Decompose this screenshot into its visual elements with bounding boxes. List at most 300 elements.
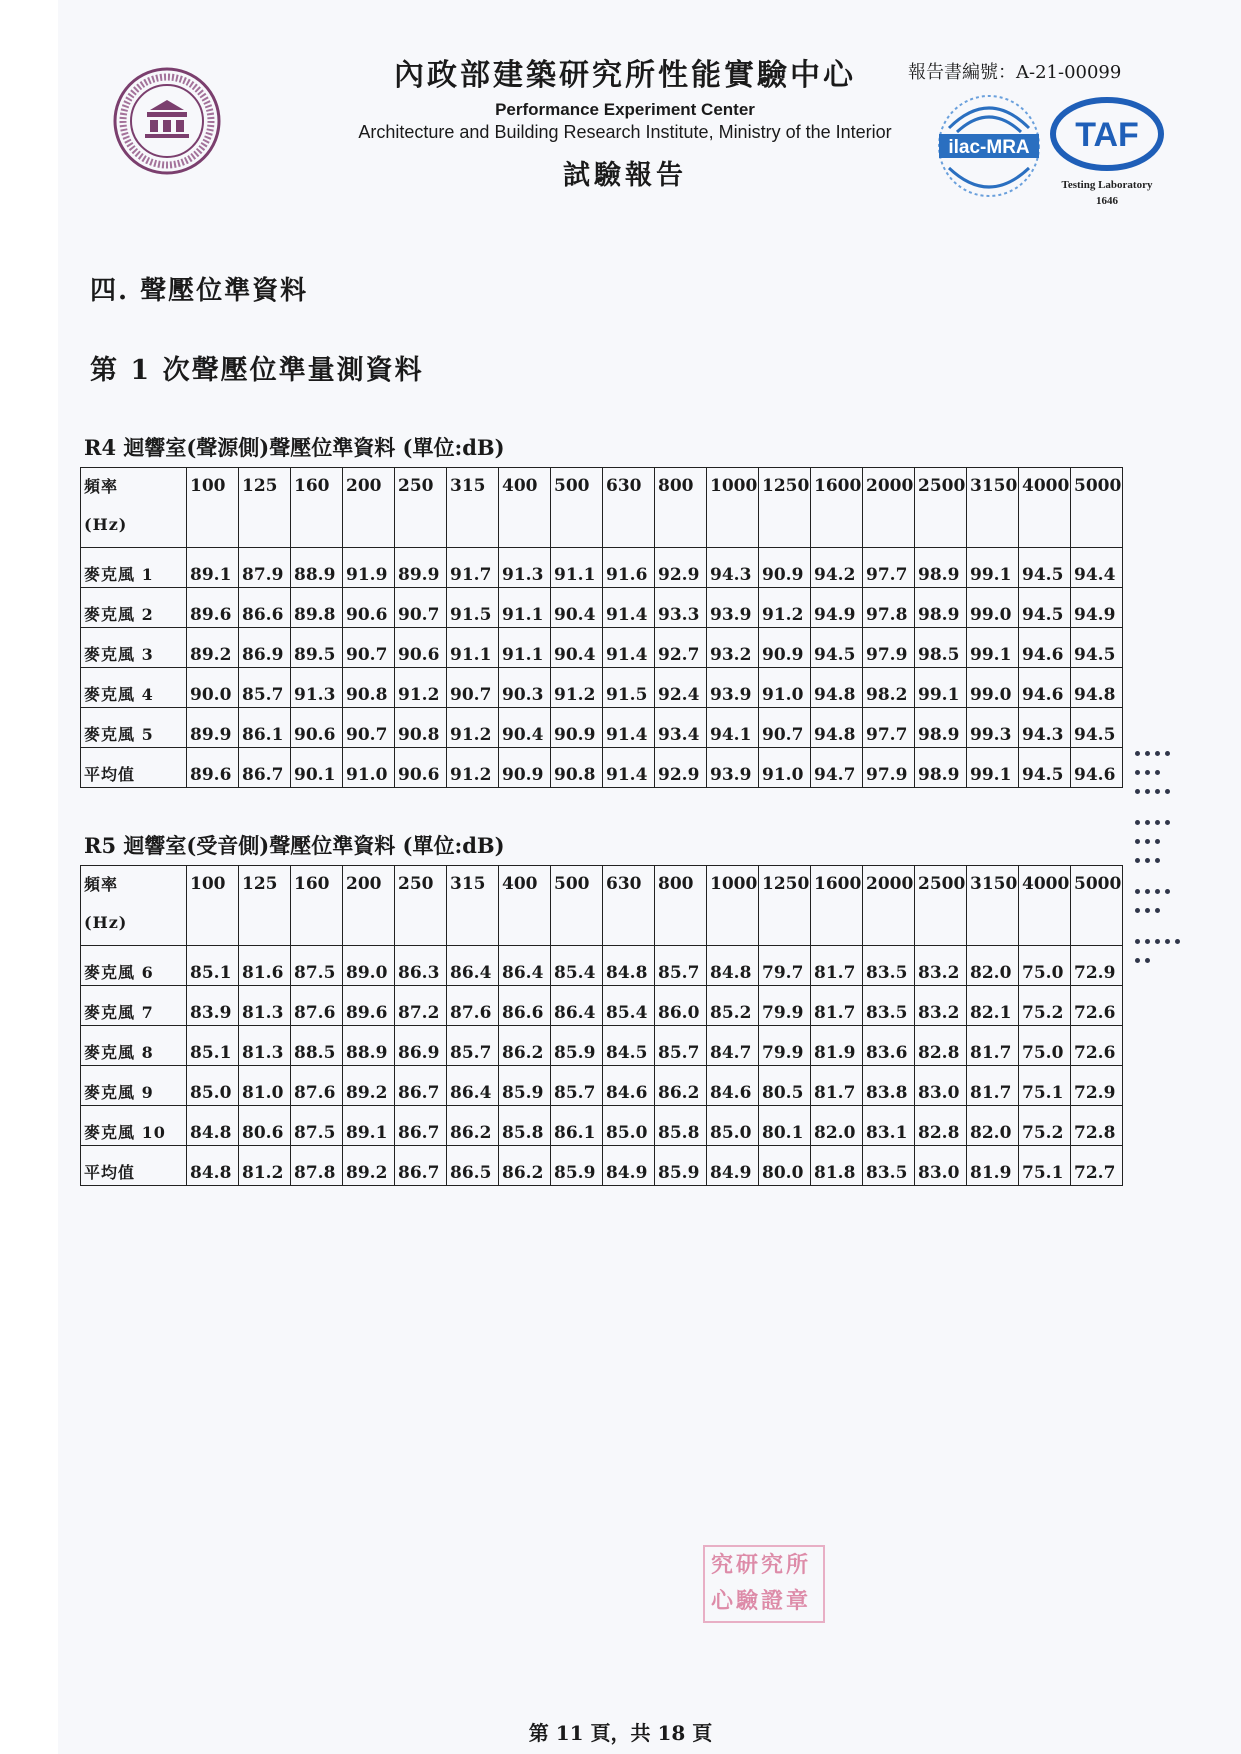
value-cell: 98.9 — [915, 548, 967, 588]
value-cell: 89.2 — [343, 1146, 395, 1186]
value-cell: 90.6 — [291, 708, 343, 748]
value-cell: 91.1 — [499, 628, 551, 668]
value-cell: 83.0 — [915, 1066, 967, 1106]
value-cell: 86.0 — [655, 986, 707, 1026]
value-cell: 94.6 — [1019, 668, 1071, 708]
frequency-header-cell: 315 — [447, 468, 499, 548]
value-cell: 91.1 — [499, 588, 551, 628]
value-cell: 85.8 — [499, 1106, 551, 1146]
value-cell: 86.3 — [395, 946, 447, 986]
value-cell: 84.5 — [603, 1026, 655, 1066]
value-cell: 87.6 — [447, 986, 499, 1026]
value-cell: 94.9 — [1071, 588, 1123, 628]
value-cell: 86.7 — [395, 1106, 447, 1146]
value-cell: 85.0 — [603, 1106, 655, 1146]
value-cell: 85.7 — [655, 1026, 707, 1066]
value-cell: 82.0 — [967, 1106, 1019, 1146]
value-cell: 87.6 — [291, 986, 343, 1026]
value-cell: 86.4 — [447, 1066, 499, 1106]
frequency-header-cell: 1600 — [811, 468, 863, 548]
value-cell: 99.0 — [967, 668, 1019, 708]
frequency-header-cell: 4000 — [1019, 468, 1071, 548]
value-cell: 85.0 — [707, 1106, 759, 1146]
value-cell: 82.0 — [811, 1106, 863, 1146]
value-cell: 84.6 — [707, 1066, 759, 1106]
frequency-header-cell: 630 — [603, 468, 655, 548]
value-cell: 85.4 — [603, 986, 655, 1026]
frequency-header-cell: 100 — [187, 866, 239, 946]
value-cell: 91.3 — [499, 548, 551, 588]
value-cell: 89.8 — [291, 588, 343, 628]
report-header — [320, 50, 930, 192]
value-cell: 88.9 — [291, 548, 343, 588]
value-cell: 88.5 — [291, 1026, 343, 1066]
value-cell: 90.7 — [343, 708, 395, 748]
value-cell: 89.6 — [343, 986, 395, 1026]
value-cell: 91.6 — [603, 548, 655, 588]
frequency-label: 頻率 — [84, 875, 119, 894]
value-cell: 79.9 — [759, 986, 811, 1026]
value-cell: 86.2 — [447, 1106, 499, 1146]
value-cell: 86.9 — [395, 1026, 447, 1066]
value-cell: 94.8 — [811, 668, 863, 708]
value-cell: 94.7 — [811, 748, 863, 788]
value-cell: 85.9 — [551, 1146, 603, 1186]
value-cell: 86.1 — [551, 1106, 603, 1146]
value-cell: 87.5 — [291, 1106, 343, 1146]
value-cell: 86.4 — [499, 946, 551, 986]
value-cell: 91.4 — [603, 588, 655, 628]
value-cell: 86.4 — [551, 986, 603, 1026]
value-cell: 83.5 — [863, 946, 915, 986]
value-cell: 94.8 — [1071, 668, 1123, 708]
value-cell: 99.1 — [967, 628, 1019, 668]
frequency-unit: (Hz) — [84, 515, 128, 534]
frequency-header-cell: 2000 — [863, 468, 915, 548]
value-cell: 90.1 — [291, 748, 343, 788]
value-cell: 97.7 — [863, 708, 915, 748]
value-cell: 81.8 — [811, 1146, 863, 1186]
value-cell: 84.8 — [187, 1106, 239, 1146]
value-cell: 72.6 — [1071, 1026, 1123, 1066]
value-cell: 89.2 — [343, 1066, 395, 1106]
value-cell: 91.4 — [603, 708, 655, 748]
value-cell: 82.1 — [967, 986, 1019, 1026]
value-cell: 89.9 — [395, 548, 447, 588]
value-cell: 80.6 — [239, 1106, 291, 1146]
value-cell: 98.9 — [915, 708, 967, 748]
value-cell: 86.5 — [447, 1146, 499, 1186]
frequency-header-cell: 3150 — [967, 468, 1019, 548]
frequency-header-cell: 315 — [447, 866, 499, 946]
value-cell: 84.7 — [707, 1026, 759, 1066]
section-title: 四. 聲壓位準資料 — [90, 276, 309, 306]
value-cell: 86.7 — [239, 748, 291, 788]
frequency-header-cell: 100 — [187, 468, 239, 548]
value-cell: 91.9 — [343, 548, 395, 588]
binding-perforation-marks — [1135, 748, 1215, 986]
value-cell: 81.0 — [239, 1066, 291, 1106]
value-cell: 75.2 — [1019, 986, 1071, 1026]
sub-title: 第 1 次聲壓位準量測資料 — [90, 355, 424, 386]
value-cell: 93.3 — [655, 588, 707, 628]
table-row — [81, 748, 1123, 788]
value-cell: 82.8 — [915, 1106, 967, 1146]
table-row — [81, 1106, 1123, 1146]
value-cell: 98.5 — [915, 628, 967, 668]
frequency-header-cell: 4000 — [1019, 866, 1071, 946]
value-cell: 90.3 — [499, 668, 551, 708]
value-cell: 87.8 — [291, 1146, 343, 1186]
value-cell: 87.6 — [291, 1066, 343, 1106]
value-cell: 91.4 — [603, 628, 655, 668]
frequency-header-cell: 500 — [551, 468, 603, 548]
value-cell: 99.0 — [967, 588, 1019, 628]
frequency-header-cell: 5000 — [1071, 468, 1123, 548]
value-cell: 89.2 — [187, 628, 239, 668]
frequency-header-cell: 160 — [291, 866, 343, 946]
value-cell: 97.8 — [863, 588, 915, 628]
table-row — [81, 986, 1123, 1026]
r4-table-caption: R4 迴響室(聲源側)聲壓位準資料 (單位:dB) — [84, 435, 505, 460]
value-cell: 99.3 — [967, 708, 1019, 748]
taf-caption-line1: Testing Laboratory — [1061, 179, 1153, 191]
value-cell: 97.7 — [863, 548, 915, 588]
value-cell: 94.4 — [1071, 548, 1123, 588]
value-cell: 94.1 — [707, 708, 759, 748]
row-label-cell: 平均值 — [81, 1146, 187, 1186]
value-cell: 91.2 — [395, 668, 447, 708]
value-cell: 84.9 — [603, 1146, 655, 1186]
value-cell: 90.4 — [551, 588, 603, 628]
value-cell: 83.6 — [863, 1026, 915, 1066]
frequency-header-row — [81, 866, 1123, 946]
value-cell: 85.8 — [655, 1106, 707, 1146]
value-cell: 75.1 — [1019, 1146, 1071, 1186]
value-cell: 99.1 — [915, 668, 967, 708]
row-label-cell: 麥克風 8 — [81, 1026, 187, 1066]
frequency-header-cell: 5000 — [1071, 866, 1123, 946]
frequency-header-row — [81, 468, 1123, 548]
page-footer: 第 11 頁，共 18 頁 — [528, 1721, 713, 1745]
taf-caption-line2: 1646 — [1096, 195, 1118, 207]
value-cell: 81.2 — [239, 1146, 291, 1186]
value-cell: 99.1 — [967, 748, 1019, 788]
table-row — [81, 588, 1123, 628]
verification-stamp: 究研究所 心驗證章 — [703, 1545, 825, 1623]
frequency-header-cell: 200 — [343, 866, 395, 946]
value-cell: 93.9 — [707, 668, 759, 708]
value-cell: 75.1 — [1019, 1066, 1071, 1106]
value-cell: 97.9 — [863, 748, 915, 788]
table-row — [81, 1066, 1123, 1106]
value-cell: 81.6 — [239, 946, 291, 986]
value-cell: 87.2 — [395, 986, 447, 1026]
value-cell: 94.8 — [811, 708, 863, 748]
value-cell: 83.9 — [187, 986, 239, 1026]
value-cell: 91.0 — [343, 748, 395, 788]
value-cell: 90.6 — [395, 748, 447, 788]
value-cell: 81.7 — [811, 1066, 863, 1106]
value-cell: 72.8 — [1071, 1106, 1123, 1146]
value-cell: 94.5 — [811, 628, 863, 668]
value-cell: 85.2 — [707, 986, 759, 1026]
taf-logo-icon — [1048, 94, 1166, 218]
frequency-header-cell: 125 — [239, 866, 291, 946]
value-cell: 94.5 — [1071, 708, 1123, 748]
value-cell: 85.1 — [187, 946, 239, 986]
value-cell: 83.2 — [915, 986, 967, 1026]
value-cell: 86.2 — [655, 1066, 707, 1106]
r5-table-caption: R5 迴響室(受音側)聲壓位準資料 (單位:dB) — [84, 833, 505, 858]
row-label-cell: 麥克風 3 — [81, 628, 187, 668]
table-row — [81, 548, 1123, 588]
value-cell: 81.3 — [239, 986, 291, 1026]
value-cell: 94.3 — [707, 548, 759, 588]
value-cell: 86.2 — [499, 1026, 551, 1066]
value-cell: 85.1 — [187, 1026, 239, 1066]
row-label-cell: 麥克風 1 — [81, 548, 187, 588]
frequency-header-cell: 2000 — [863, 866, 915, 946]
table-row — [81, 628, 1123, 668]
value-cell: 83.1 — [863, 1106, 915, 1146]
value-cell: 90.9 — [551, 708, 603, 748]
value-cell: 85.4 — [551, 946, 603, 986]
value-cell: 86.4 — [447, 946, 499, 986]
value-cell: 86.7 — [395, 1066, 447, 1106]
ilac-mra-logo-icon — [935, 88, 1043, 206]
value-cell: 89.1 — [343, 1106, 395, 1146]
table-row — [81, 946, 1123, 986]
value-cell: 94.3 — [1019, 708, 1071, 748]
value-cell: 80.0 — [759, 1146, 811, 1186]
value-cell: 91.2 — [551, 668, 603, 708]
frequency-label-cell — [81, 866, 187, 946]
value-cell: 99.1 — [967, 548, 1019, 588]
frequency-header-cell: 630 — [603, 866, 655, 946]
row-label-cell: 麥克風 4 — [81, 668, 187, 708]
frequency-header-cell: 3150 — [967, 866, 1019, 946]
value-cell: 72.9 — [1071, 946, 1123, 986]
value-cell: 94.5 — [1019, 588, 1071, 628]
org-name-zh: 內政部建築研究所性能實驗中心 — [394, 58, 856, 93]
value-cell: 88.9 — [343, 1026, 395, 1066]
value-cell: 85.7 — [447, 1026, 499, 1066]
row-label-cell: 麥克風 7 — [81, 986, 187, 1026]
frequency-label: 頻率 — [84, 477, 119, 496]
frequency-header-cell: 200 — [343, 468, 395, 548]
value-cell: 84.9 — [707, 1146, 759, 1186]
value-cell: 91.2 — [759, 588, 811, 628]
row-label-cell: 麥克風 9 — [81, 1066, 187, 1106]
value-cell: 75.2 — [1019, 1106, 1071, 1146]
value-cell: 75.0 — [1019, 946, 1071, 986]
value-cell: 91.5 — [603, 668, 655, 708]
value-cell: 81.3 — [239, 1026, 291, 1066]
page-margin — [0, 0, 58, 1754]
value-cell: 85.9 — [499, 1066, 551, 1106]
value-cell: 90.9 — [499, 748, 551, 788]
org-name-en-line1: Performance Experiment Center — [495, 100, 755, 119]
value-cell: 86.7 — [395, 1146, 447, 1186]
value-cell: 91.2 — [447, 748, 499, 788]
value-cell: 79.7 — [759, 946, 811, 986]
value-cell: 91.0 — [759, 748, 811, 788]
value-cell: 90.7 — [395, 588, 447, 628]
value-cell: 86.6 — [499, 986, 551, 1026]
value-cell: 80.5 — [759, 1066, 811, 1106]
row-label-cell: 麥克風 6 — [81, 946, 187, 986]
frequency-header-cell: 800 — [655, 866, 707, 946]
value-cell: 90.7 — [447, 668, 499, 708]
value-cell: 90.4 — [551, 628, 603, 668]
value-cell: 89.1 — [187, 548, 239, 588]
frequency-header-cell: 1250 — [759, 866, 811, 946]
value-cell: 93.9 — [707, 748, 759, 788]
frequency-header-cell: 500 — [551, 866, 603, 946]
value-cell: 83.5 — [863, 986, 915, 1026]
value-cell: 91.0 — [759, 668, 811, 708]
value-cell: 85.0 — [187, 1066, 239, 1106]
table-row — [81, 708, 1123, 748]
value-cell: 91.5 — [447, 588, 499, 628]
row-label-cell: 麥克風 10 — [81, 1106, 187, 1146]
value-cell: 86.1 — [239, 708, 291, 748]
value-cell: 90.9 — [759, 548, 811, 588]
frequency-header-cell: 1600 — [811, 866, 863, 946]
r4-sound-level-table — [80, 467, 1123, 788]
value-cell: 85.7 — [239, 668, 291, 708]
value-cell: 98.9 — [915, 588, 967, 628]
frequency-header-cell: 125 — [239, 468, 291, 548]
value-cell: 93.2 — [707, 628, 759, 668]
value-cell: 87.9 — [239, 548, 291, 588]
value-cell: 72.6 — [1071, 986, 1123, 1026]
value-cell: 91.1 — [447, 628, 499, 668]
value-cell: 79.9 — [759, 1026, 811, 1066]
frequency-header-cell: 250 — [395, 468, 447, 548]
value-cell: 85.7 — [655, 946, 707, 986]
value-cell: 83.0 — [915, 1146, 967, 1186]
value-cell: 83.5 — [863, 1146, 915, 1186]
value-cell: 80.1 — [759, 1106, 811, 1146]
ilac-logo-text: ilac-MRA — [948, 137, 1030, 158]
value-cell: 87.5 — [291, 946, 343, 986]
value-cell: 84.6 — [603, 1066, 655, 1106]
value-cell: 98.2 — [863, 668, 915, 708]
value-cell: 91.4 — [603, 748, 655, 788]
frequency-header-cell: 1000 — [707, 468, 759, 548]
r5-sound-level-table — [80, 865, 1123, 1186]
value-cell: 91.1 — [551, 548, 603, 588]
table-row — [81, 668, 1123, 708]
value-cell: 91.2 — [447, 708, 499, 748]
value-cell: 81.9 — [967, 1146, 1019, 1186]
value-cell: 81.7 — [811, 986, 863, 1026]
value-cell: 75.0 — [1019, 1026, 1071, 1066]
value-cell: 94.5 — [1071, 628, 1123, 668]
frequency-header-cell: 2500 — [915, 468, 967, 548]
report-number: 報告書編號：A-21-00099 — [908, 62, 1122, 83]
value-cell: 89.6 — [187, 748, 239, 788]
value-cell: 90.0 — [187, 668, 239, 708]
value-cell: 93.4 — [655, 708, 707, 748]
value-cell: 91.3 — [291, 668, 343, 708]
org-name-en-line2: Architecture and Building Research Institute, Ministry of the Interior — [358, 122, 892, 142]
frequency-header-cell: 250 — [395, 866, 447, 946]
value-cell: 90.7 — [343, 628, 395, 668]
row-label-cell: 麥克風 5 — [81, 708, 187, 748]
frequency-header-cell: 2500 — [915, 866, 967, 946]
frequency-header-cell: 800 — [655, 468, 707, 548]
value-cell: 93.9 — [707, 588, 759, 628]
value-cell: 89.6 — [187, 588, 239, 628]
value-cell: 81.9 — [811, 1026, 863, 1066]
value-cell: 90.9 — [759, 628, 811, 668]
value-cell: 92.9 — [655, 748, 707, 788]
frequency-label-cell — [81, 468, 187, 548]
row-label-cell: 麥克風 2 — [81, 588, 187, 628]
frequency-unit: (Hz) — [84, 913, 128, 932]
value-cell: 85.7 — [551, 1066, 603, 1106]
frequency-header-cell: 400 — [499, 468, 551, 548]
row-label-cell: 平均值 — [81, 748, 187, 788]
frequency-header-cell: 400 — [499, 866, 551, 946]
value-cell: 89.0 — [343, 946, 395, 986]
value-cell: 90.6 — [395, 628, 447, 668]
table-row — [81, 1146, 1123, 1186]
frequency-header-cell: 1250 — [759, 468, 811, 548]
value-cell: 92.4 — [655, 668, 707, 708]
value-cell: 92.9 — [655, 548, 707, 588]
value-cell: 90.8 — [343, 668, 395, 708]
value-cell: 72.7 — [1071, 1146, 1123, 1186]
taf-logo-text: TAF — [1075, 116, 1139, 154]
value-cell: 85.9 — [655, 1146, 707, 1186]
value-cell: 90.6 — [343, 588, 395, 628]
value-cell: 84.8 — [603, 946, 655, 986]
value-cell: 81.7 — [967, 1026, 1019, 1066]
value-cell: 86.2 — [499, 1146, 551, 1186]
value-cell: 94.5 — [1019, 748, 1071, 788]
value-cell: 94.6 — [1019, 628, 1071, 668]
value-cell: 94.2 — [811, 548, 863, 588]
value-cell: 94.6 — [1071, 748, 1123, 788]
value-cell: 90.8 — [551, 748, 603, 788]
value-cell: 86.6 — [239, 588, 291, 628]
value-cell: 94.5 — [1019, 548, 1071, 588]
value-cell: 81.7 — [967, 1066, 1019, 1106]
frequency-header-cell: 1000 — [707, 866, 759, 946]
value-cell: 72.9 — [1071, 1066, 1123, 1106]
value-cell: 92.7 — [655, 628, 707, 668]
value-cell: 98.9 — [915, 748, 967, 788]
value-cell: 83.2 — [915, 946, 967, 986]
value-cell: 86.9 — [239, 628, 291, 668]
value-cell: 89.9 — [187, 708, 239, 748]
value-cell: 90.8 — [395, 708, 447, 748]
value-cell: 83.8 — [863, 1066, 915, 1106]
value-cell: 85.9 — [551, 1026, 603, 1066]
value-cell: 97.9 — [863, 628, 915, 668]
value-cell: 94.9 — [811, 588, 863, 628]
value-cell: 82.8 — [915, 1026, 967, 1066]
table-row — [81, 1026, 1123, 1066]
value-cell: 91.7 — [447, 548, 499, 588]
institute-seal-icon — [112, 66, 222, 176]
value-cell: 89.5 — [291, 628, 343, 668]
value-cell: 90.7 — [759, 708, 811, 748]
